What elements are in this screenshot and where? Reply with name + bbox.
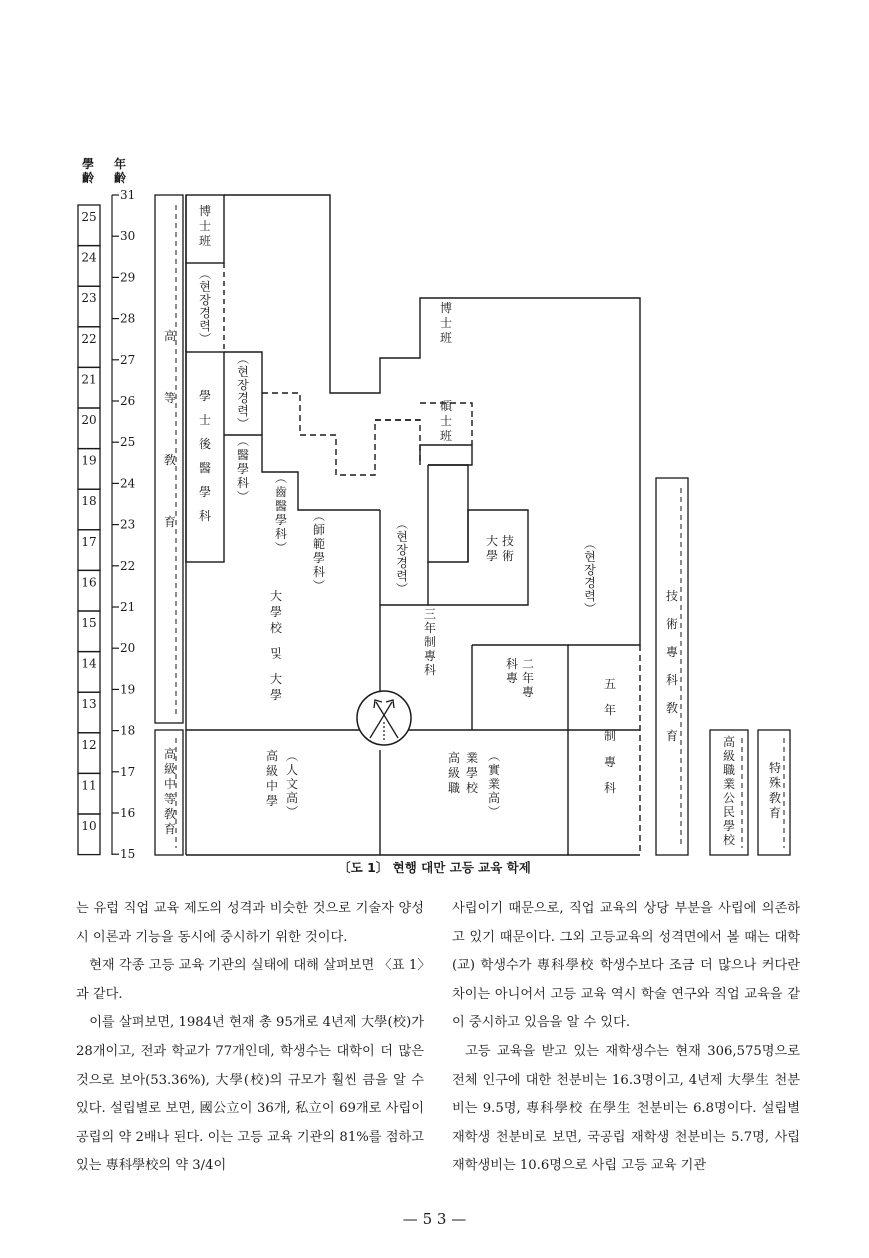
age-tick-label: 24 bbox=[120, 476, 136, 491]
school-age-header: 學齡 bbox=[81, 157, 95, 185]
crossing-symbol bbox=[357, 691, 411, 745]
left-paragraph-1: 는 유럽 직업 교육 제도의 성격과 비슷한 것으로 기술자 양성시 이론과 기능을 동시에 중시하기 위한 것이다. bbox=[76, 901, 424, 945]
school-age-value: 11 bbox=[81, 778, 97, 793]
vocational-hs-label-a: 高級職 bbox=[447, 751, 461, 795]
school-age-value: 23 bbox=[81, 291, 97, 306]
school-age-boxes bbox=[78, 205, 100, 855]
three-year-label: 三年制專科 bbox=[423, 607, 437, 677]
academic-hs-label: 高級中學 bbox=[265, 749, 279, 808]
vocational-public-label: 高級職業公民學校 bbox=[722, 735, 736, 847]
age-tick-label: 17 bbox=[120, 764, 136, 779]
school-age-value: 20 bbox=[81, 413, 97, 427]
special-education-bracket bbox=[758, 730, 790, 855]
university-label: 大學校 및 大學 bbox=[269, 589, 283, 703]
age-header: 年齡 bbox=[113, 157, 127, 185]
school-age-value: 25 bbox=[81, 210, 97, 224]
age-tick-label: 22 bbox=[120, 558, 136, 573]
age-tick-label: 31 bbox=[120, 188, 136, 202]
right-column bbox=[452, 895, 800, 1181]
age-tick-label: 26 bbox=[120, 394, 136, 408]
school-age-value: 13 bbox=[81, 697, 97, 712]
vocational-hs-label-b: 業學校 bbox=[465, 751, 479, 795]
right-paragraph-2: 고등 교육을 받고 있는 재학생수는 현재 306,575명으로 전체 인구에 대한 천분비는 16.3명이고, 4년제 大學生 천분비는 9.5명, 專科學校 在學生 천분비는 6.8명이다. 설립별 재학생 천분비로 보면, 국공립 재학생 천분비는 5.7명, 사립 재학생비는 10.6명으로 사립 고등 교육 기관 bbox=[452, 1043, 800, 1174]
special-education-label: 特殊敎育 bbox=[768, 761, 782, 820]
academic-hs-note: ︵人文高︶ bbox=[285, 749, 299, 819]
tech-college-label-a: 技術 bbox=[501, 534, 515, 563]
age-tick-label: 15 bbox=[120, 847, 136, 862]
school-age-value: 15 bbox=[81, 616, 97, 630]
age-tick-label: 28 bbox=[120, 311, 136, 326]
age-tick-label: 29 bbox=[120, 270, 136, 285]
page-number: — 5 3 — bbox=[402, 1210, 467, 1228]
age-tick-label: 23 bbox=[120, 517, 136, 532]
school-age-value: 10 bbox=[81, 819, 97, 833]
normal-label: ︵師範學科︶ bbox=[312, 509, 326, 593]
age-tick-label: 21 bbox=[120, 600, 136, 614]
tech-college-label-b: 大學 bbox=[485, 534, 499, 563]
field-experience-2-label: ︵ 현 장 경 력 ︶ bbox=[236, 352, 250, 431]
school-age-value: 16 bbox=[81, 575, 97, 590]
figure-caption: 〔도 1〕 현행 대만 고등 교육 학제 bbox=[338, 860, 531, 875]
age-tick-label: 27 bbox=[120, 352, 136, 367]
post-bach-medicine-label: 學士後醫學科 bbox=[198, 389, 212, 523]
phd-left-label: 博士班 bbox=[198, 204, 212, 248]
phd-main-label: 博士班 bbox=[439, 301, 453, 345]
age-tick-label: 25 bbox=[120, 435, 136, 450]
field-experience-1-label: ︵ 현 장 경 력 ︶ bbox=[198, 267, 212, 346]
age-tick-label: 30 bbox=[120, 229, 136, 244]
two-year-label-a: 二年專 bbox=[521, 657, 535, 699]
vocational-public-bracket bbox=[710, 730, 748, 855]
five-year-label: 五年制專科 bbox=[603, 677, 617, 795]
tech-vocational-label: 技術專科敎育 bbox=[665, 589, 679, 743]
school-age-value: 12 bbox=[81, 737, 97, 752]
higher-education-bracket bbox=[155, 195, 183, 723]
system-structure bbox=[186, 195, 640, 855]
field-experience-4-label: ︵ 현 장 경 력 ︶ bbox=[583, 537, 597, 616]
upper-secondary-bracket bbox=[155, 730, 183, 855]
higher-education-label: 高等敎育 bbox=[163, 329, 177, 529]
medicine-label: ︵醫學科︶ bbox=[236, 434, 250, 504]
masters-label: 碩士班 bbox=[439, 399, 453, 443]
right-paragraph-1: 사립이기 때문으로, 직업 교육의 상당 부분을 사립에 의존하고 있기 때문이다. 그외 고등교육의 성격면에서 볼 때는 대학(교) 학생수가 專科學校 학생수보다 조금 더 많으나 커다란 차이는 아니어서 고등 교육 역시 학술 연구와 직업 교육을 같이 중시하고 있음을 알 수 있다. bbox=[452, 901, 800, 1031]
upper-secondary-label: 高級中等敎育 bbox=[163, 747, 177, 836]
left-column bbox=[76, 895, 424, 1181]
age-tick-label: 18 bbox=[120, 723, 136, 738]
dentistry-label: ︵齒醫學科︶ bbox=[274, 471, 288, 555]
school-age-value: 22 bbox=[81, 331, 97, 346]
age-tick-label: 20 bbox=[120, 641, 136, 656]
field-experience-3-label: ︵ 현 장 경 력 ︶ bbox=[395, 517, 409, 596]
left-paragraph-3: 이를 살펴보면, 1984년 현재 총 95개로 4년제 大學(校)가 28개이고, 전과 학교가 77개인데, 학생수는 대학이 더 많은 것으로 보아(53.36%), 大學(校)의 규모가 훨씬 큼을 알 수 있다. 설립별로 보면, 國公立이 36개, 私立이 69개로 사립이 공립의 약 2배나 된다. 이는 고등 교육 기관의 81%를 점하고 있는 專科學校의 약 3/4이 bbox=[76, 1015, 424, 1174]
two-year-label-b: 科專 bbox=[505, 657, 519, 685]
school-age-value: 17 bbox=[81, 534, 97, 549]
school-age-value: 24 bbox=[81, 250, 97, 265]
school-age-value: 21 bbox=[81, 372, 97, 387]
school-age-value: 14 bbox=[81, 656, 97, 671]
left-paragraph-2: 현재 각종 고등 교육 기관의 실태에 대해 살펴보면 〈표 1〉과 같다. bbox=[76, 958, 424, 1002]
age-tick-label: 16 bbox=[120, 806, 136, 820]
school-age-value: 18 bbox=[81, 494, 97, 509]
tech-vocational-bracket bbox=[656, 478, 688, 855]
age-tick-label: 19 bbox=[120, 682, 136, 697]
school-age-value: 19 bbox=[81, 453, 97, 468]
vocational-hs-note: ︵實業高︶ bbox=[487, 749, 501, 819]
age-ruler bbox=[112, 188, 136, 861]
column-headers bbox=[81, 156, 126, 185]
